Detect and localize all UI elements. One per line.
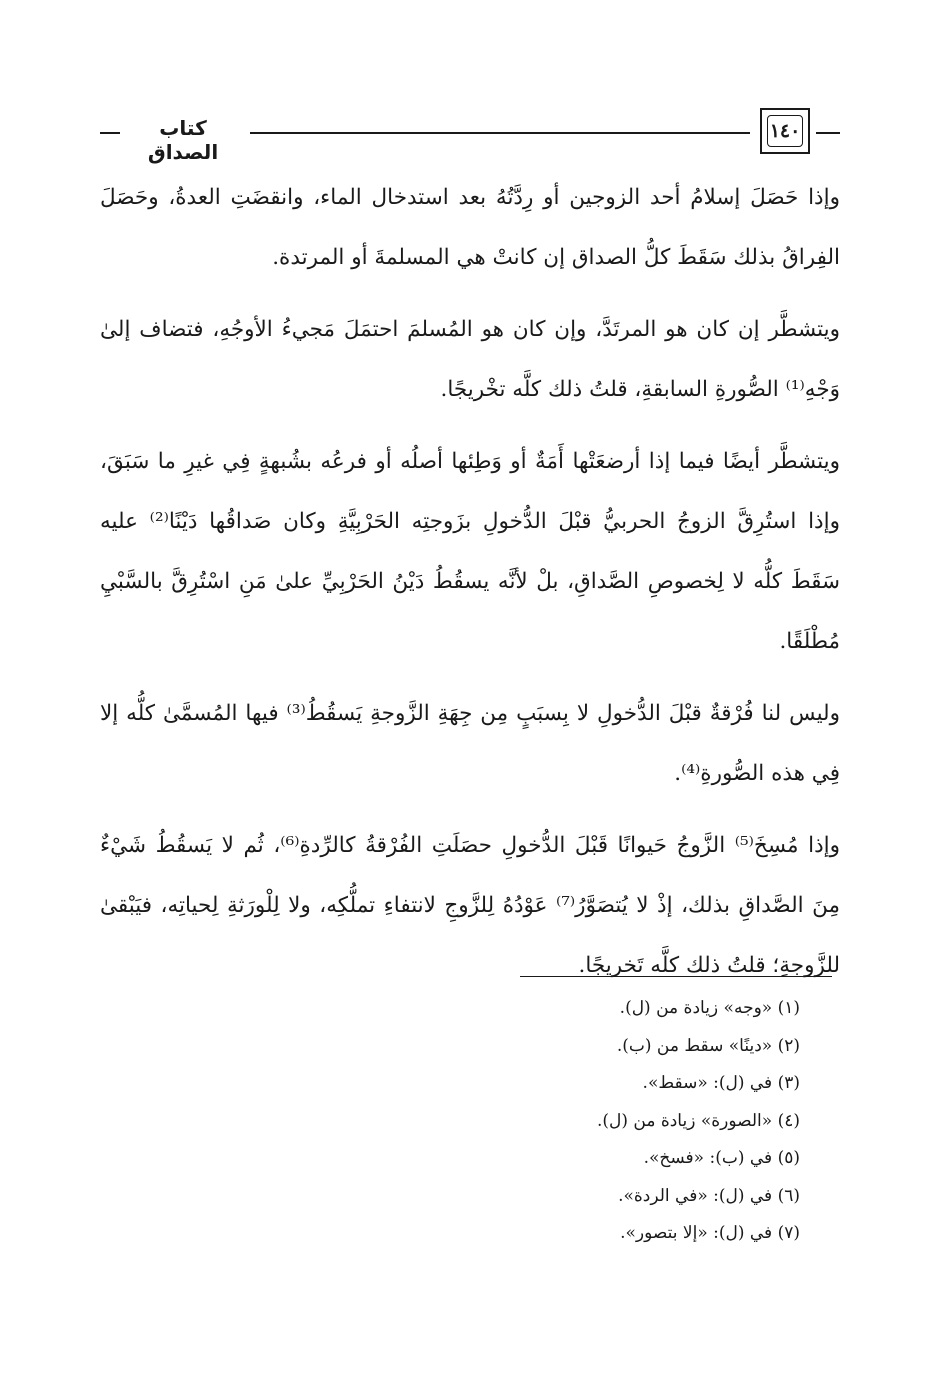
footnote: (١) «وجه» زيادة من (ل). [619,998,800,1018]
footnote: (٥) في (ب): «فسخ». [643,1148,800,1168]
page-number: ١٤٠ [767,115,803,147]
paragraph: وليس لنا فُرْقةٌ قبْلَ الدُّخولِ لا بِسبَبٍ مِن جِهَةِ الزَّوجةِ يَسقُطُ⁽³⁾ فيها المُسمَّىٰ كلُّه إلا فِي هذه الصُّورةِ⁽⁴⁾. [100,701,840,786]
paragraph: ويتشطَّر إن كان هو المرتَدَّ، وإن كان هو المُسلمَ احتمَلَ مَجيءُ الأوجُهِ، فتضاف إلىٰ وَجْهِ⁽¹⁾ الصُّورةِ السابقةِ، قلتُ ذلك كلَّه تخْريجًا. [100,317,840,402]
page-number-frame [760,108,810,154]
header-rule-left [100,132,120,134]
footnotes [100,990,800,1253]
main-text [100,168,840,996]
paragraph: ويتشطَّر أيضًا فيما إذا أرضعَتْها أَمَةٌ أو وَطِئها أصلُه أو فرعُه بشُبهةٍ فِي غيرِ ما سَبَقَ، وإذا استُرِقَّ الزوجُ الحربيُّ قبْلَ الدُّخولِ بزَوجتِه الحَرْبِيَّةِ وكان صَداقُها دَيْنًا⁽²⁾ عليه سَقَطَ كلُّه لا لِخصوصِ الصَّداقِ، بلْ لأنَّه يسقُطُ دَيْنُ الحَرْبِيِّ علىٰ مَنِ اسْتُرِقَّ بالسَّبْيِ مُطْلَقًا. [100,449,840,654]
footnote-separator [520,976,832,977]
footnote: (٤) «الصورة» زيادة من (ل). [596,1110,800,1131]
footnote: (٣) في (ل): «سقط». [642,1073,800,1093]
footnote: (٧) في (ل): «إلا بتصور». [620,1223,800,1243]
paragraph: وإذا مُسِخَ⁽⁵⁾ الزَّوجُ حَيوانًا قَبْلَ الدُّخولِ حصَلَتِ الفُرْقةُ كالرِّدةِ⁽⁶⁾، ثُم لا يَسقُطُ شَيْءٌ مِنَ الصَّداقِ بذلك، إذْ لا يُتصَوَّرُ⁽⁷⁾ عَوْدُهُ لِلزَّوجِ لانتفاءِ تملُّكِه، ولا لِلْورَثةِ لِحياتِه، فيَبْقىٰ للزَّوجةِ؛ قلتُ ذلك كلَّه تَخريجًا. [100,833,840,978]
running-header [100,102,840,162]
footnote: (٦) في (ل): «في الردة». [618,1185,800,1206]
footnote: (٢) «دينًا» سقط من (ب). [616,1035,800,1056]
header-rule-right [816,132,840,134]
book-title: كتاب الصداق [147,116,219,164]
header-rule [250,132,750,134]
paragraph: وإذا حَصَلَ إسلامُ أحد الزوجين أو رِدَّتُهُ بعد استدخال الماء، وانقضَتِ العدةُ، وحَصَلَ الفِراقُ بذلك سَقَطَ كلُّ الصداق إن كانتْ هي المسلمةَ أو المرتدة. [100,185,840,270]
